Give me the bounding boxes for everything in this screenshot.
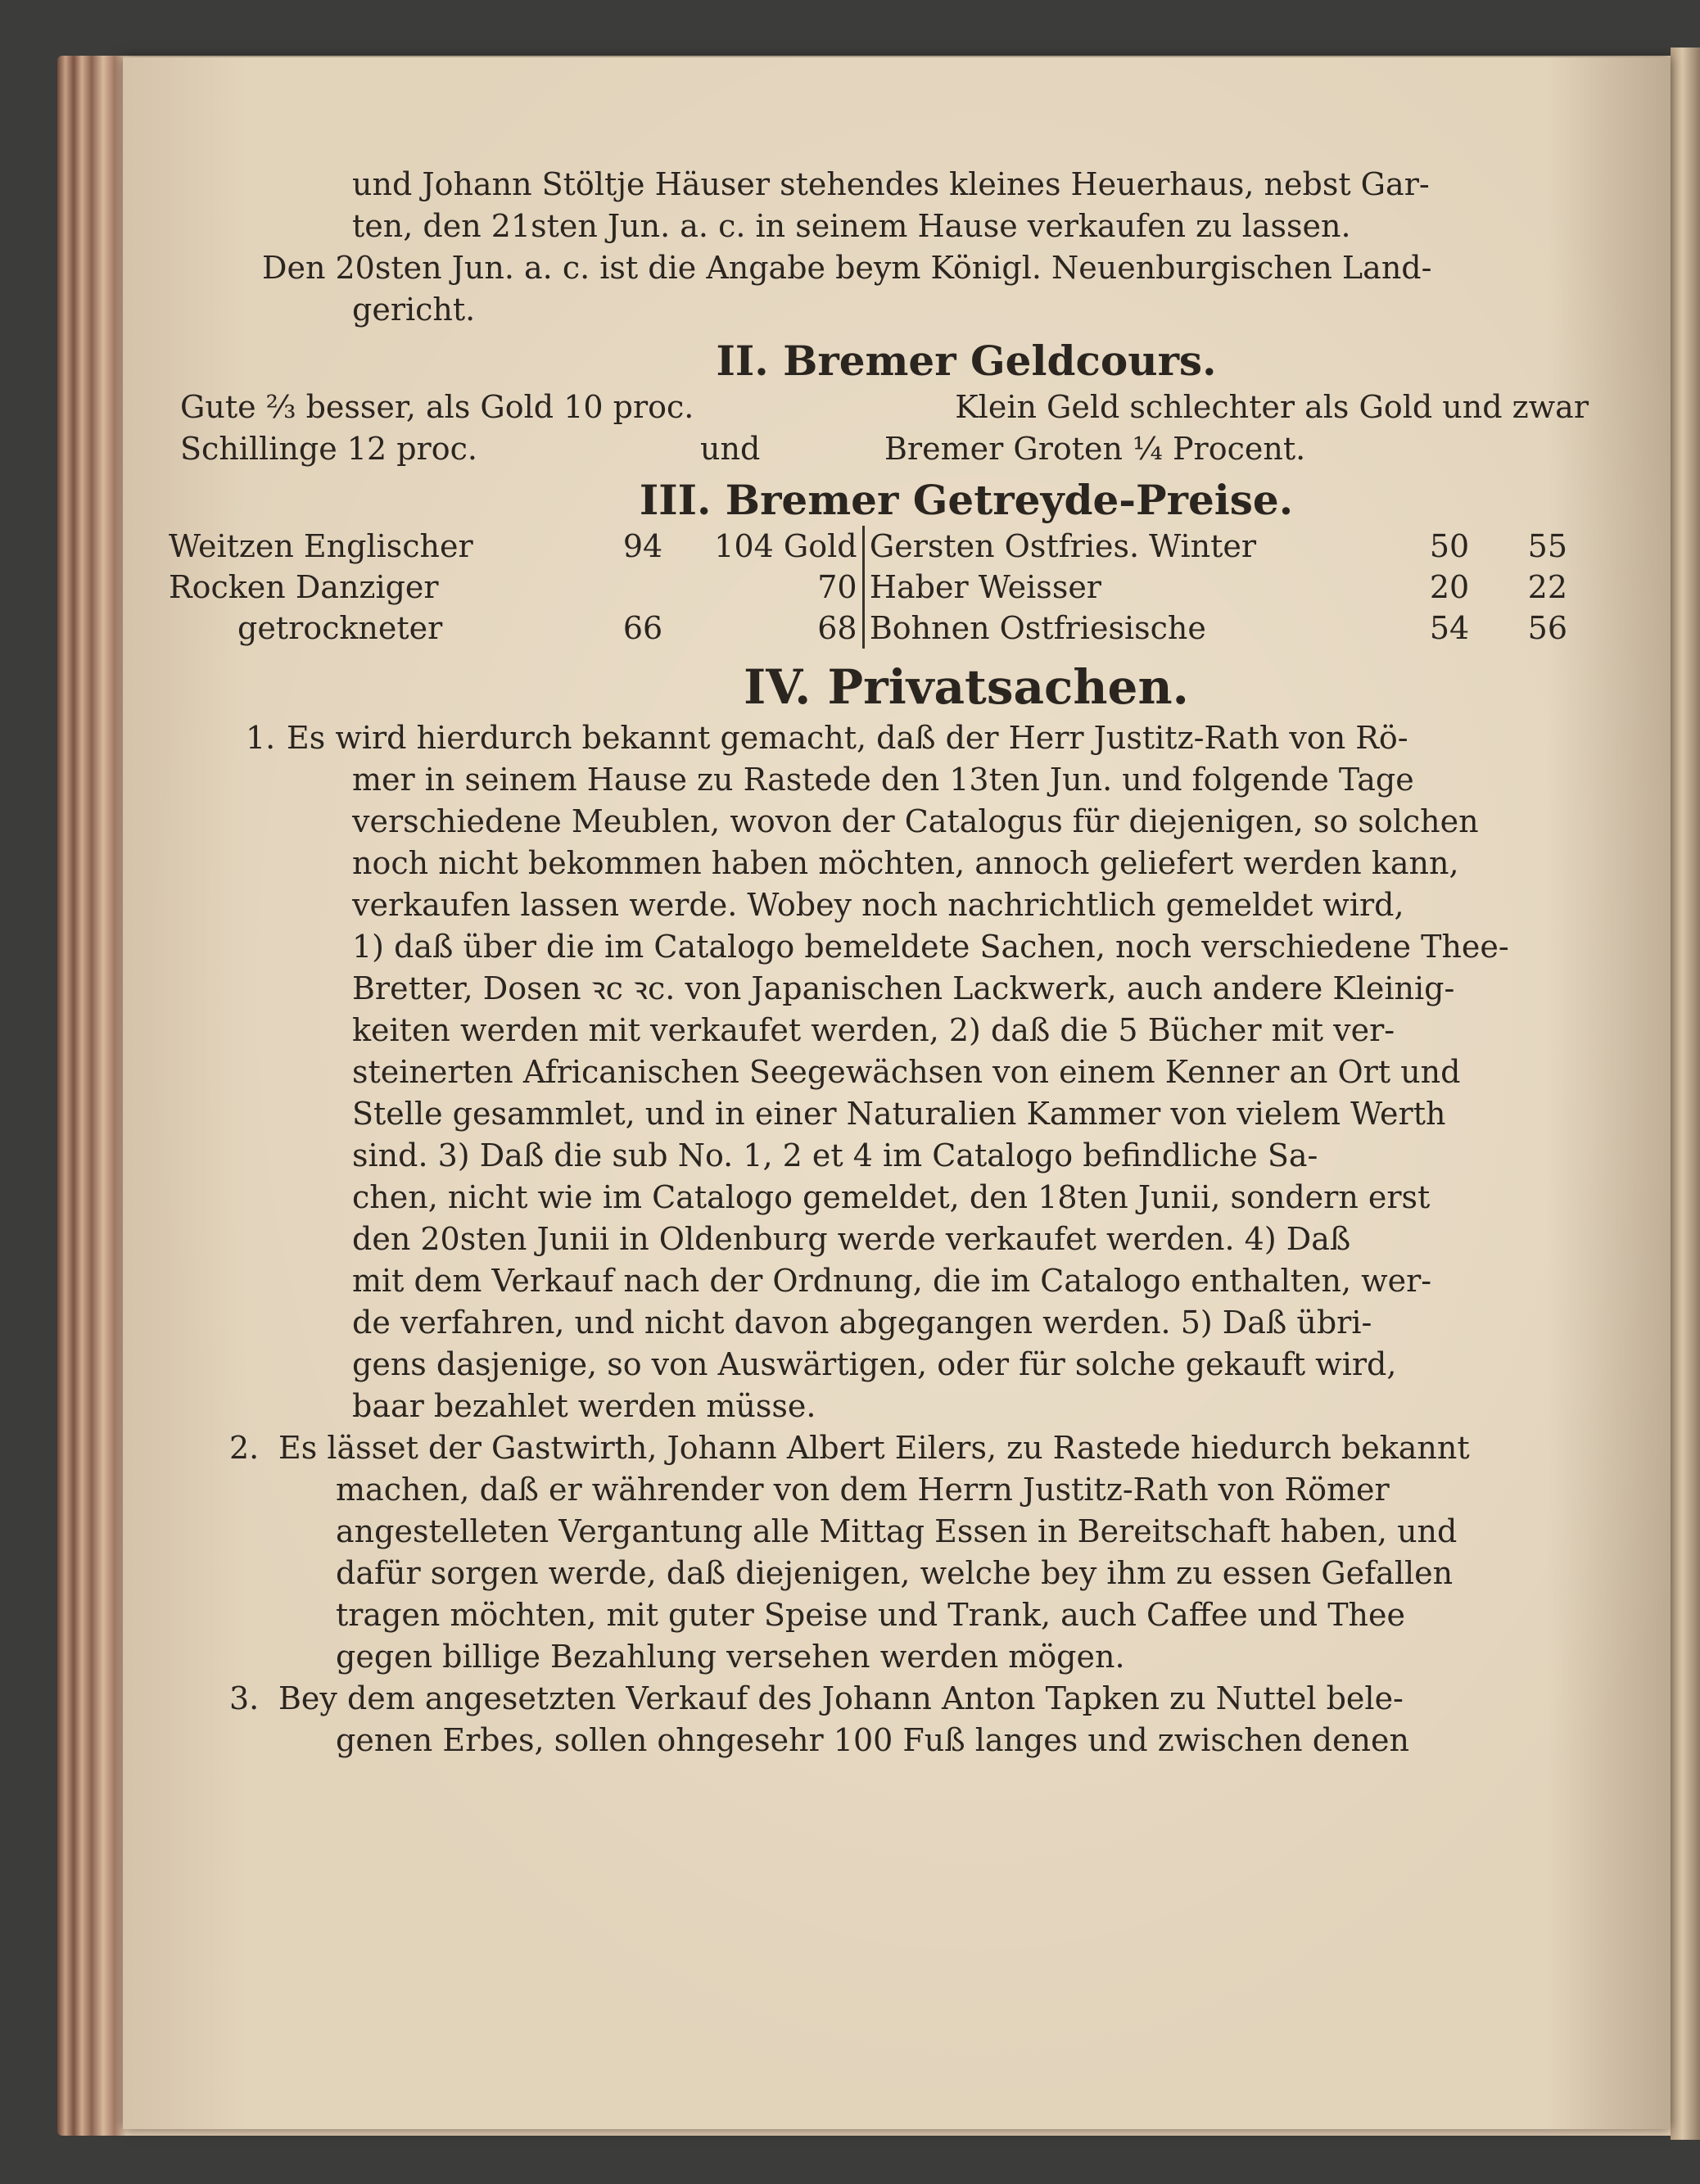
grain-name: Weitzen Englischer bbox=[169, 528, 473, 564]
item-line: sind. 3) Daß die sub No. 1, 2 et 4 im Catalogo befindliche Sa- bbox=[352, 1137, 1318, 1173]
intro-line: Den 20sten Jun. a. c. ist die Angabe beym Königl. Neuenburgischen Land- bbox=[262, 250, 1432, 286]
price-to: 68 bbox=[817, 610, 857, 646]
page-content bbox=[169, 164, 1589, 1761]
list-item bbox=[246, 717, 1580, 1427]
section-heading-geldcours: II. Bremer Geldcours. bbox=[716, 337, 1217, 385]
table-row bbox=[164, 526, 1572, 567]
item-line: steinerten Africanischen Seegewächsen von einem Kenner an Ort und bbox=[352, 1054, 1461, 1090]
price-to: 70 bbox=[817, 569, 857, 605]
item-line: gegen billige Bezahlung versehen werden mögen. bbox=[336, 1639, 1125, 1675]
geldcours-row bbox=[180, 387, 1589, 428]
item-line: Stelle gesammlet, und in einer Naturalien Kammer von vielem Werth bbox=[352, 1096, 1446, 1132]
geldcours-right: Bremer Groten ¼ Procent. bbox=[884, 431, 1306, 467]
item-line: machen, daß er währender von dem Herrn Justitz-Rath von Römer bbox=[336, 1472, 1390, 1508]
item-line: de verfahren, und nicht davon abgegangen werden. 5) Daß übri- bbox=[352, 1305, 1372, 1341]
price-from: 66 bbox=[622, 610, 663, 646]
grain-price-table bbox=[164, 526, 1572, 649]
intro-line: und Johann Stöltje Häuser stehendes kleines Heuerhaus, nebst Gar- bbox=[352, 166, 1430, 202]
section-heading-getreyde: III. Bremer Getreyde-Preise. bbox=[639, 476, 1294, 524]
table-row bbox=[164, 608, 1572, 649]
item-line: Bey dem angesetzten Verkauf des Johann Anton Tapken zu Nuttel bele- bbox=[278, 1680, 1404, 1716]
item-line: mit dem Verkauf nach der Ordnung, die im Catalogo enthalten, wer- bbox=[352, 1263, 1432, 1299]
grain-name: getrockneter bbox=[237, 610, 443, 646]
geldcours-right: Klein Geld schlechter als Gold und zwar bbox=[955, 389, 1589, 425]
geldcours-row bbox=[180, 428, 1589, 470]
item-line: tragen möchten, mit guter Speise und Trank, auch Caffee und Thee bbox=[336, 1597, 1405, 1633]
price-to: 56 bbox=[1527, 610, 1567, 646]
item-number: 1. bbox=[246, 720, 276, 756]
table-row bbox=[164, 567, 1572, 608]
price-from: 94 bbox=[622, 528, 663, 564]
intro-line: gericht. bbox=[352, 292, 476, 328]
price-from: 50 bbox=[1429, 528, 1470, 564]
geldcours-block bbox=[180, 387, 1589, 470]
intro-block bbox=[262, 164, 1580, 331]
item-line: verschiedene Meublen, wovon der Catalogus für diejenigen, so solchen bbox=[352, 803, 1479, 839]
price-from: 54 bbox=[1429, 610, 1470, 646]
item-line: Bretter, Dosen ꝛc ꝛc. von Japanischen Lackwerk, auch andere Kleinig- bbox=[352, 970, 1455, 1006]
item-line: chen, nicht wie im Catalogo gemeldet, den 18ten Junii, sondern erst bbox=[352, 1179, 1431, 1215]
grain-name: Haber Weisser bbox=[869, 569, 1101, 605]
list-item bbox=[229, 1678, 1580, 1761]
facing-page-edge bbox=[1671, 47, 1700, 2140]
grain-name: Rocken Danziger bbox=[169, 569, 439, 605]
item-line: dafür sorgen werde, daß diejenigen, welche bey ihm zu essen Gefallen bbox=[336, 1555, 1454, 1591]
item-line: gens dasjenige, so von Auswärtigen, oder für solche gekauft wird, bbox=[352, 1346, 1397, 1382]
list-item bbox=[229, 1427, 1580, 1678]
grain-name: Gersten Ostfries. Winter bbox=[869, 528, 1257, 564]
item-line: mer in seinem Hause zu Rastede den 13ten Jun. und folgende Tage bbox=[352, 762, 1414, 798]
item-line: Es lässet der Gastwirth, Johann Albert Eilers, zu Rastede hiedurch bekannt bbox=[278, 1430, 1470, 1466]
item-line: 1) daß über die im Catalogo bemeldete Sachen, noch verschiedene Thee- bbox=[352, 929, 1509, 965]
price-from: 20 bbox=[1429, 569, 1470, 605]
item-line: angestelleten Vergantung alle Mittag Essen in Bereitschaft haben, und bbox=[336, 1513, 1458, 1549]
item-line: genen Erbes, sollen ohngesehr 100 Fuß langes und zwischen denen bbox=[336, 1722, 1409, 1758]
section-heading-privatsachen: IV. Privatsachen. bbox=[744, 659, 1189, 715]
notice-list bbox=[229, 717, 1580, 1761]
price-from bbox=[569, 567, 667, 608]
price-to: 104 Gold bbox=[714, 528, 857, 564]
item-line: noch nicht bekommen haben möchten, annoch geliefert werden kann, bbox=[352, 845, 1459, 881]
geldcours-left: Schillinge 12 proc. bbox=[180, 431, 477, 467]
grain-name: Bohnen Ostfriesische bbox=[869, 610, 1206, 646]
price-to: 55 bbox=[1527, 528, 1567, 564]
price-to: 22 bbox=[1527, 569, 1567, 605]
item-number: 2. bbox=[229, 1430, 260, 1466]
item-line: verkaufen lassen werde. Wobey noch nachrichtlich gemeldet wird, bbox=[352, 887, 1404, 923]
geldcours-mid: und bbox=[700, 431, 761, 467]
item-line: Es wird hierdurch bekannt gemacht, daß der Herr Justitz-Rath von Rö- bbox=[287, 720, 1408, 756]
item-line: baar bezahlet werden müsse. bbox=[352, 1388, 816, 1424]
geldcours-left: Gute ⅔ besser, als Gold 10 proc. bbox=[180, 389, 694, 425]
item-line: den 20sten Junii in Oldenburg werde verkaufet werden. 4) Daß bbox=[352, 1221, 1351, 1257]
intro-line: ten, den 21sten Jun. a. c. in seinem Hause verkaufen zu lassen. bbox=[352, 208, 1351, 244]
item-number: 3. bbox=[229, 1680, 260, 1716]
item-line: keiten werden mit verkaufet werden, 2) daß die 5 Bücher mit ver- bbox=[352, 1012, 1395, 1048]
